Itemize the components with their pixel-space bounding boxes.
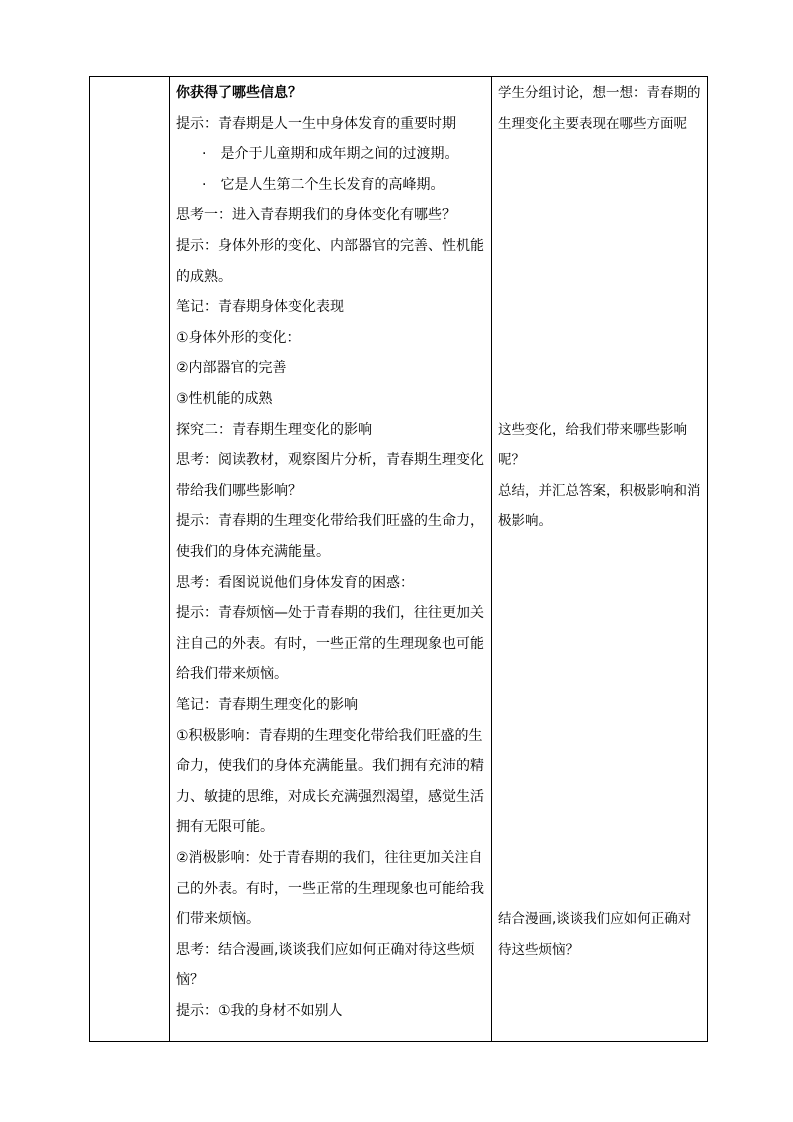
activity-line: 待这些烦恼？ — [498, 941, 579, 958]
activity-line: 极影响。 — [498, 513, 552, 530]
content-line: 思考：看图说说他们身体发育的困惑： — [176, 574, 414, 591]
content-line: ①身体外形的变化： — [176, 329, 301, 346]
content-line: 们带来烦恼。 — [176, 911, 260, 928]
content-line: · 是介于儿童期和成年期之间的过渡期。 — [202, 146, 459, 163]
content-line: 带给我们哪些影响？ — [176, 482, 302, 499]
activity-line: 总结，并汇总答案，积极影响和消 — [498, 482, 701, 499]
content-line: 思考：阅读教材，观察图片分析，青春期生理变化 — [176, 452, 484, 469]
content-line: ②内部器官的完善 — [176, 360, 287, 377]
content-line: 恼？ — [176, 972, 204, 989]
lesson-table — [89, 76, 708, 1042]
activity-line: 学生分组讨论，想一想：青春期的 — [498, 85, 701, 101]
content-line: · 它是人生第二个生长发育的高峰期。 — [202, 176, 445, 193]
content-line: 力、敏捷的思维，对成长充满强烈渴望，感觉生活 — [176, 788, 484, 805]
activity-line: 这些变化，给我们带来哪些影响 — [498, 421, 687, 438]
content-line: 提示：青春期的生理变化带给我们旺盛的生命力， — [176, 513, 484, 530]
content-line: 命力，使我们的身体充满能量。我们拥有充沛的精 — [176, 758, 484, 775]
content-line: ②消极影响：处于青春期的我们，往往更加关注自 — [176, 850, 483, 866]
content-line: 给我们带来烦恼。 — [176, 666, 288, 683]
content-line: 你获得了哪些信息？ — [176, 85, 302, 101]
content-line: 提示：身体外形的变化、内部器官的完善、性机能 — [176, 238, 484, 254]
content-line: 拥有无限可能。 — [176, 819, 274, 836]
activity-line: 结合漫画,谈谈我们应如何正确对 — [498, 911, 692, 928]
content-line: 使我们的身体充满能量。 — [176, 544, 330, 560]
content-line: 思考一：进入青春期我们的身体变化有哪些？ — [176, 207, 456, 224]
content-line: 提示：①我的身材不如别人 — [176, 1003, 343, 1019]
table-column-divider-left — [169, 77, 170, 1041]
content-line: ③性机能的成熟 — [176, 391, 273, 407]
content-line: 笔记：青春期身体变化表现 — [176, 299, 344, 316]
table-column-divider-right — [491, 77, 492, 1041]
content-line: 提示：青春烦恼—处于青春期的我们，往往更加关 — [176, 605, 484, 622]
content-line: 己的外表。有时，一些正常的生理现象也可能给我 — [176, 880, 484, 897]
content-line: 思考：结合漫画,谈谈我们应如何正确对待这些烦 — [176, 941, 475, 958]
content-line: 注自己的外表。有时，一些正常的生理现象也可能 — [176, 635, 484, 652]
content-line: ①积极影响：青春期的生理变化带给我们旺盛的生 — [176, 727, 483, 744]
activity-line: 呢？ — [498, 452, 525, 469]
content-line: 提示：青春期是人一生中身体发育的重要时期 — [176, 115, 456, 132]
activity-line: 生理变化主要表现在哪些方面呢 — [498, 115, 687, 132]
content-line: 的成熟。 — [176, 268, 232, 285]
content-line: 探究二：青春期生理变化的影响 — [176, 421, 372, 438]
content-line: 笔记：青春期生理变化的影响 — [176, 697, 358, 713]
